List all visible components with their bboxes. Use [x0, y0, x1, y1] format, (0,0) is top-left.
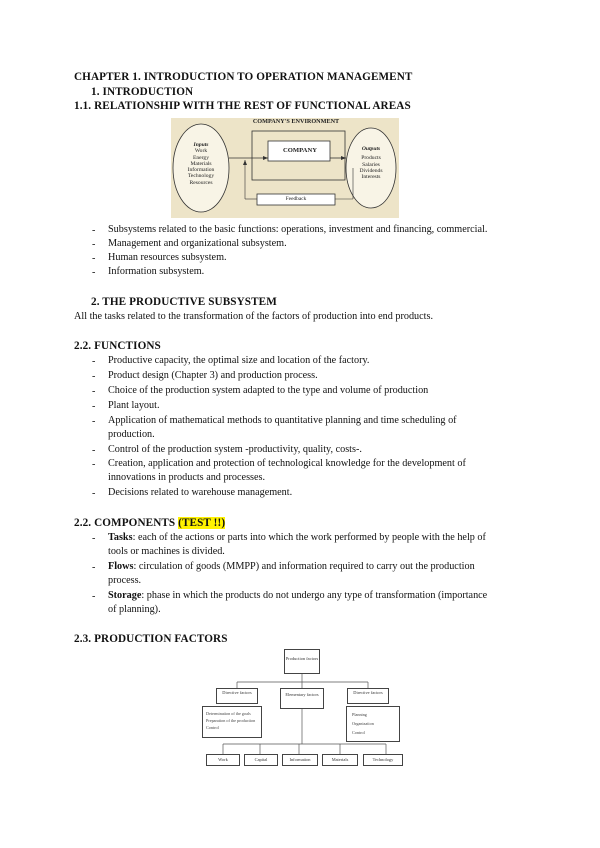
list-dash: -	[92, 386, 96, 397]
definition: : each of the actions or parts into which the work performed by people with the help of	[132, 532, 486, 543]
list-item: Plant layout.	[108, 400, 160, 411]
list-item: Creation, application and protection of technological knowledge for the development of	[108, 458, 466, 469]
input-item: Information	[187, 167, 215, 174]
list-dash: -	[92, 253, 96, 264]
list-dash: -	[92, 459, 96, 470]
list-item: Subsystems related to the basic functions: operations, investment and financing, commercial.	[108, 224, 488, 235]
company-environment-diagram	[171, 118, 399, 218]
directive-factors-right-box: Directive factors	[347, 688, 389, 704]
term: Tasks	[108, 532, 133, 543]
component-tasks-continuation: tools or machines is divided.	[108, 546, 225, 557]
input-item: Materials	[190, 160, 212, 167]
component-flows-continuation: process.	[108, 575, 142, 586]
factor-information-box: Information	[282, 754, 318, 766]
directive-right-items-box	[346, 706, 400, 742]
component-flows	[108, 561, 475, 572]
inputs-list	[177, 142, 225, 186]
component-storage	[108, 590, 487, 601]
section-2-text: All the tasks related to the transformation of the factors of production into end products.	[74, 311, 434, 322]
production-factors-heading: 2.3. PRODUCTION FACTORS	[74, 633, 228, 645]
outputs-title: Outputs	[361, 146, 381, 152]
definition: : circulation of goods (MMPP) and information required to carry out the production	[133, 561, 475, 572]
definition: : phase in which the products do not undergo any type of transformation (importance	[141, 590, 488, 601]
list-item: Application of mathematical methods to quantitative planning and time scheduling of	[108, 415, 457, 426]
list-dash: -	[92, 356, 96, 367]
input-item: Work	[194, 148, 208, 155]
factor-capital-box: Capital	[244, 754, 278, 766]
production-factors-diagram	[200, 646, 405, 770]
outputs-list	[349, 146, 393, 180]
list-dash: -	[92, 267, 96, 278]
list-item: Control of the production system -productivity, quality, costs-.	[108, 444, 362, 455]
functions-heading: 2.2. FUNCTIONS	[74, 340, 161, 352]
list-dash: -	[92, 562, 96, 573]
input-item: Technology	[187, 173, 215, 180]
term: Flows	[108, 561, 134, 572]
component-storage-continuation: of planning).	[108, 604, 161, 615]
list-item: Organization	[352, 721, 374, 726]
list-dash: -	[92, 371, 96, 382]
section-2-heading: 2. THE PRODUCTIVE SUBSYSTEM	[91, 296, 277, 308]
directive-left-items	[206, 710, 255, 731]
list-dash: -	[92, 488, 96, 499]
production-factors-box: Production factors	[284, 649, 320, 674]
list-dash: -	[92, 416, 96, 427]
list-item: Information subsystem.	[108, 266, 205, 277]
input-item: Resources	[189, 179, 213, 186]
elementary-factors-box: Elementary factors	[280, 688, 324, 709]
section-1-heading: 1. INTRODUCTION	[91, 86, 194, 98]
output-item: Salaries	[362, 161, 380, 168]
feedback-label: Feedback	[285, 196, 307, 202]
company-box-label: COMPANY	[283, 147, 317, 154]
list-dash: -	[92, 225, 96, 236]
output-item: Interests	[361, 174, 381, 181]
component-tasks	[108, 532, 486, 543]
list-item: Control	[352, 730, 365, 735]
environment-label: COMPANY'S ENVIRONMENT	[252, 118, 340, 125]
list-item-continuation: innovations in products and processes.	[108, 472, 266, 483]
directive-factors-left-box: Directive factors	[216, 688, 258, 704]
list-item: Determination of the goals	[206, 711, 251, 716]
factor-work-box: Work	[206, 754, 240, 766]
term: Storage	[108, 590, 142, 601]
components-heading	[74, 517, 225, 529]
list-dash: -	[92, 591, 96, 602]
directive-right-items	[352, 710, 374, 737]
list-item-continuation: production.	[108, 429, 155, 440]
output-item: Products	[361, 155, 381, 162]
factor-technology-box: Technology	[363, 754, 403, 766]
list-dash: -	[92, 445, 96, 456]
list-item: Human resources subsystem.	[108, 252, 227, 263]
components-heading-text: 2.2. COMPONENTS	[74, 517, 179, 529]
factor-materials-box: Materials	[322, 754, 358, 766]
list-item: Decisions related to warehouse management.	[108, 487, 293, 498]
test-highlight: (TEST !!)	[178, 517, 226, 529]
list-item: Control	[206, 725, 219, 730]
list-item: Preparation of the production	[206, 718, 256, 723]
output-item: Dividends	[359, 167, 383, 174]
inputs-title: Inputs	[193, 142, 209, 148]
list-dash: -	[92, 401, 96, 412]
list-item: Productive capacity, the optimal size and location of the factory.	[108, 355, 370, 366]
directive-left-items-box	[202, 706, 262, 738]
input-item: Energy	[192, 154, 210, 161]
list-item: Management and organizational subsystem.	[108, 238, 287, 249]
list-dash: -	[92, 239, 96, 250]
list-item: Product design (Chapter 3) and production process.	[108, 370, 318, 381]
chapter-title: CHAPTER 1. INTRODUCTION TO OPERATION MANAGEMENT	[74, 71, 413, 83]
list-dash: -	[92, 533, 96, 544]
list-item: Planning	[352, 712, 367, 717]
section-1-1-heading: 1.1. RELATIONSHIP WITH THE REST OF FUNCTIONAL AREAS	[74, 100, 411, 112]
list-item: Choice of the production system adapted to the type and volume of production	[108, 385, 429, 396]
